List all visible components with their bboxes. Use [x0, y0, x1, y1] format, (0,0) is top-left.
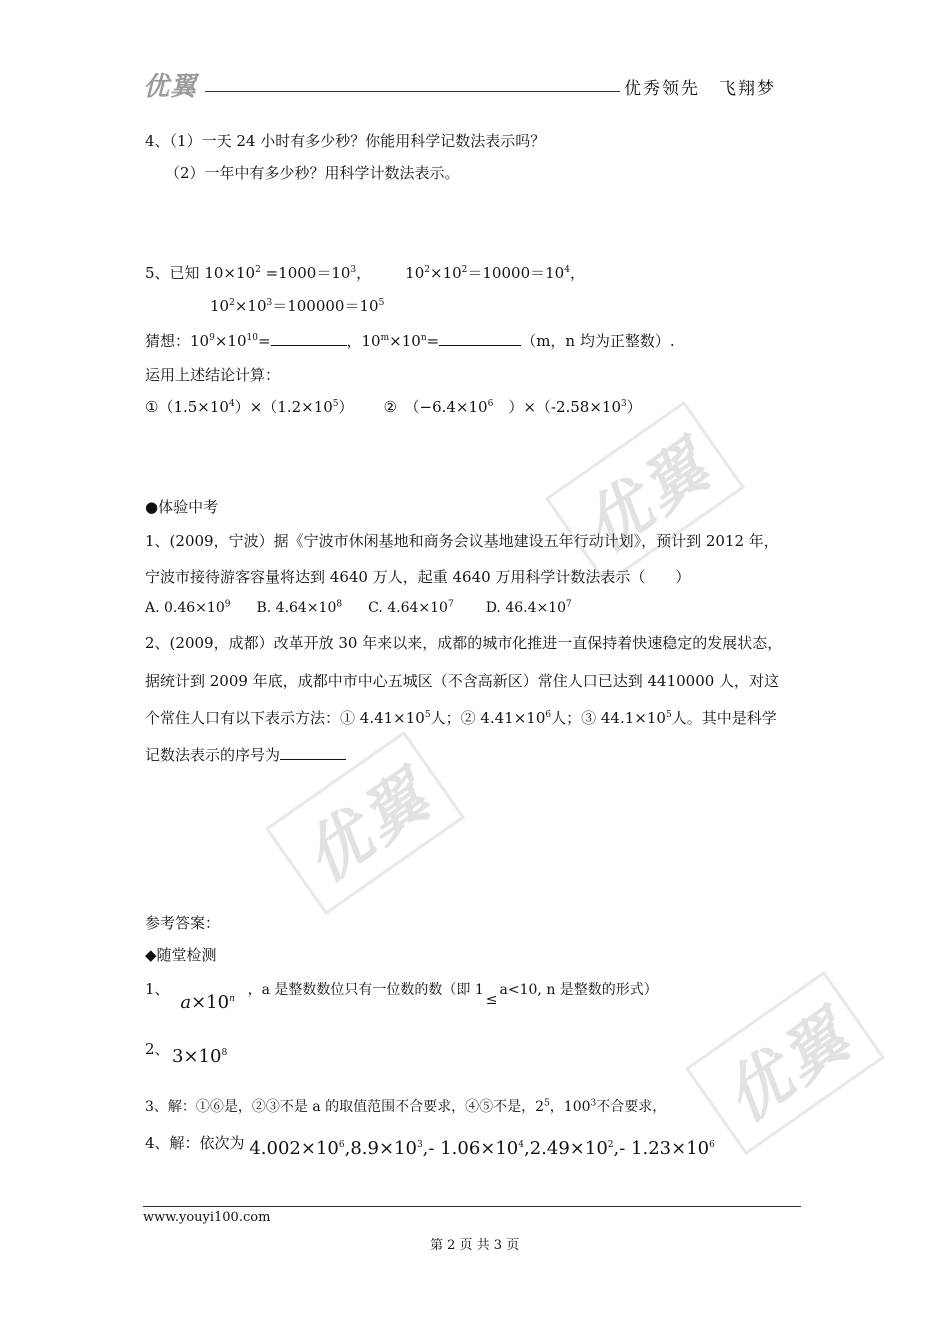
watermark-logo: 优翼 — [545, 401, 745, 585]
exam-heading: ●体验中考 — [145, 498, 219, 516]
q4-line2: （2）一年中有多少秒？用科学计数法表示。 — [165, 164, 460, 182]
option-a: A. $0.46\times 10^9$ — [145, 599, 231, 616]
exam-q1-line1: 1、(2009，宁波）据《宁波市休闲基地和商务会议基地建设五年行动计划》，预计到 2012 年， — [145, 532, 779, 550]
exam-q2-line1: 2、(2009，成都）改革开放 30 年来以来，成都的城市化推进一直保持着快速稳定的发展状态， — [145, 634, 783, 652]
option-b: B. $4.64\times 10^8$ — [256, 599, 343, 616]
answers-subheading: ◆随堂检测 — [145, 946, 217, 964]
footer-rule — [143, 1206, 801, 1207]
option-c: C. $4.64\times 10^7$ — [368, 599, 454, 616]
header-logo: 优翼 — [143, 72, 198, 102]
q5-line2: $10^2\times 10^3=100000=10^5$ — [210, 297, 385, 315]
page-number: 第 2 页 共 3 页 — [430, 1238, 520, 1253]
answer-1: 1、 $a\times 10^n$ ，a 是整数数位只有一位数的数（即 1≤a<10, n 是整数的形式） — [145, 980, 658, 1013]
answer-2-math: $3\times 10^8$ — [172, 1046, 228, 1067]
exam-q2-line4: 记数法表示的序号为 — [145, 744, 346, 765]
header-slogan: 优秀领先 飞翔梦 — [624, 79, 776, 99]
answer-blank[interactable] — [271, 331, 347, 346]
exam-q2-line2: 据统计到 2009 年底，成都中市中心五城区（不含高新区）常住人口已达到 4410000 人，对这 — [145, 672, 780, 690]
option-d: D. $46.4\times 10^7$ — [485, 599, 572, 616]
q4-line1: 4、（1）一天 24 小时有多少秒？你能用科学记数法表示吗？ — [145, 132, 546, 150]
q5-apply: 运用上述结论计算： — [145, 366, 281, 384]
q5-guess: 猜想：$10^9\times 10^{10}=$ ，$10^m\times 10^n= (m$，n 均为正整数）. — [145, 332, 675, 350]
answers-heading: 参考答案： — [145, 914, 221, 932]
answer-blank[interactable] — [280, 745, 346, 760]
watermark-logo: 优翼 — [265, 731, 465, 915]
answer-blank[interactable] — [439, 331, 521, 346]
q5-line1: 5、已知 $10\times 10^2 =1000=10^3$， $10^2\times 10^2=10000=10^4$， — [145, 264, 585, 282]
answer-4: 4、解：依次为 $4.002\times 10^6,8.9\times 10^3,-$ $1.06\times 10^4,2.49\times 10^2,-$ $1.23\times 10^6$ — [145, 1134, 715, 1159]
q5-calc: $①(1.5\times 10^4)\times(1.2\times 10^5)$ ② （$-6.4\times 10^6$ ）$\times(-2.58\times 10^3)$ — [145, 398, 642, 416]
footer-url[interactable]: www.youyi100.com — [143, 1210, 271, 1225]
header-rule — [205, 91, 620, 92]
exam-q2-line3: 个常住人口有以下表示方法：① $4.41\times 10^5$人；② $4.41\times 10^6$人；③ $44.1\times 10^5$人。其中是科学 — [145, 709, 777, 727]
answer-2: 2、 — [145, 1040, 170, 1058]
exam-q1-line2: 宁波市接待游客容量将达到 4640 万人，起重 4640 万用科学计数法表示（ ） — [145, 568, 691, 586]
answer-3: 3、解：①⑥是，②③不是 a 的取值范围不合要求，④⑤不是，$2^5$，$100^3$不合要求， — [145, 1098, 667, 1115]
watermark-logo: 优翼 — [685, 971, 885, 1155]
exam-q1-options — [145, 600, 572, 616]
